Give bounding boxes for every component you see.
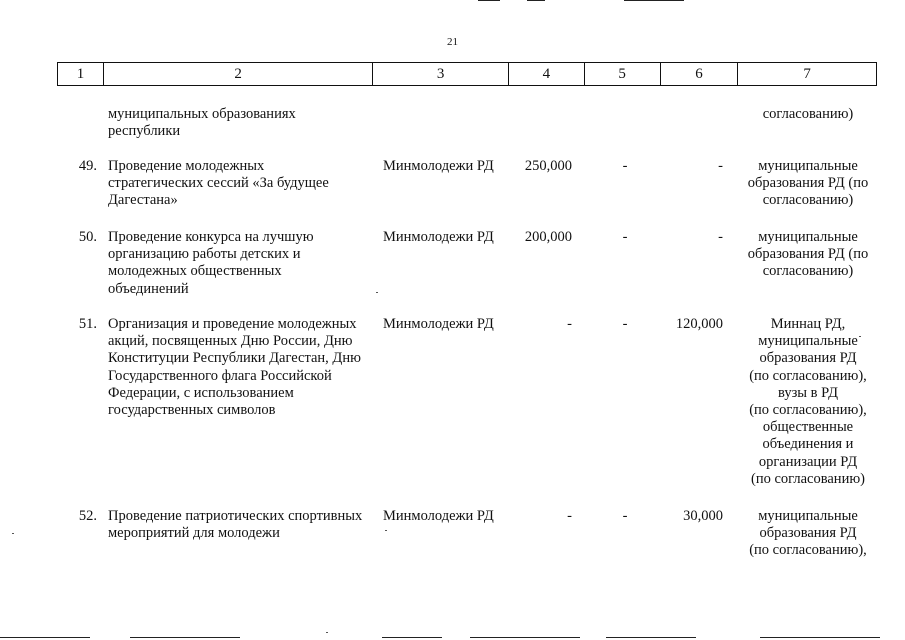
row-description [108, 229, 378, 298]
row-col5-value: - [622, 229, 628, 245]
participants-line: общественные [762, 419, 854, 436]
row-col4-value: 200,000 [524, 229, 572, 245]
description-line: объединений [108, 280, 189, 297]
row-col6-value: - [718, 229, 723, 245]
row-participants [739, 106, 877, 123]
participants-line: (по согласованию), [749, 542, 867, 559]
description-line: молодежных общественных [108, 263, 282, 280]
row-executor: Минмолодежи РД [383, 158, 494, 174]
row-description [108, 508, 378, 542]
row-col5-value: - [622, 508, 628, 524]
header-col-4: 4 [509, 63, 585, 85]
row-col5-value: - [622, 316, 628, 332]
scan-rule [470, 637, 580, 638]
row-col4-value: - [567, 508, 572, 524]
row-description [108, 316, 378, 419]
participants-line: объединения и [762, 436, 854, 453]
description-line: Государственного флага Российской [108, 367, 332, 384]
row-executor: Минмолодежи РД [383, 316, 494, 332]
header-col-5: 5 [585, 63, 661, 85]
row-col4-value: 250,000 [524, 158, 572, 174]
participants-line: муниципальные [758, 158, 858, 174]
scan-speck [376, 292, 378, 293]
participants-line: муниципальные [758, 508, 858, 524]
participants-line: согласованию) [762, 192, 854, 209]
participants-line: согласованию) [762, 106, 854, 122]
description-line: Конституции Республики Дагестан, Дню [108, 350, 361, 367]
description-line: акций, посвященных Дню России, Дню [108, 333, 353, 350]
row-number: 52. [78, 508, 97, 524]
row-executor: Минмолодежи РД [383, 229, 494, 245]
description-line: Проведение конкурса на лучшую [108, 229, 314, 245]
participants-line: вузы в РД [777, 384, 839, 401]
header-col-7: 7 [803, 66, 811, 82]
row-col5-value: - [622, 158, 628, 174]
description-line: государственных символов [108, 402, 276, 419]
header-col-6: 6 [661, 63, 739, 85]
row-col6-value: - [718, 158, 723, 174]
description-line: Федерации, с использованием [108, 384, 294, 401]
row-col6-value: 120,000 [675, 316, 723, 332]
description-line: Проведение патриотических спортивных [108, 508, 363, 524]
scan-rule [0, 637, 90, 638]
description-line: мероприятий для молодежи [108, 525, 280, 542]
scan-rule [760, 637, 880, 638]
row-col4-value: - [567, 316, 572, 332]
header-col-3: 3 [373, 63, 509, 85]
participants-line: образования РД [759, 525, 857, 542]
header-col-1: 1 [58, 63, 104, 85]
row-col6-value: 30,000 [683, 508, 723, 524]
participants-line: образования РД (по [747, 175, 869, 192]
participants-line: (по согласованию), [749, 367, 867, 384]
row-participants [739, 508, 877, 560]
row-executor: Минмолодежи РД [383, 508, 494, 524]
description-line: республики [108, 123, 181, 140]
participants-line: образования РД [759, 350, 857, 367]
participants-line: согласованию) [762, 263, 854, 280]
row-number: 51. [78, 316, 97, 332]
row-number: 49. [78, 158, 97, 174]
description-line: Дагестана» [108, 192, 178, 209]
scan-rule [606, 637, 696, 638]
description-line: муниципальных образованиях [108, 106, 296, 122]
header-col-2: 2 [104, 63, 373, 85]
description-line: Проведение молодежных [108, 158, 265, 174]
row-description [108, 106, 378, 140]
row-participants [739, 316, 877, 488]
scan-speck [326, 632, 328, 633]
row-participants [739, 158, 877, 210]
scan-rule [130, 637, 240, 638]
scan-speck [385, 530, 387, 531]
scan-rule [382, 637, 442, 638]
participants-line: образования РД (по [747, 246, 869, 263]
participants-line: муниципальные [758, 229, 858, 245]
participants-line: (по согласованию) [751, 470, 865, 487]
description-line: организацию работы детских и [108, 246, 301, 263]
description-line: Организация и проведение молодежных [108, 316, 357, 332]
row-number: 50. [78, 229, 97, 245]
row-description [108, 158, 378, 210]
scan-speck [12, 533, 14, 534]
row-participants [739, 229, 877, 281]
participants-line: (по согласованию), [749, 402, 867, 419]
scan-speck [859, 336, 861, 337]
participants-line: муниципальные [758, 333, 858, 350]
description-line: стратегических сессий «За будущее [108, 175, 329, 192]
page-number: 21 [447, 36, 458, 48]
participants-line: организации РД [758, 453, 858, 470]
participants-line: Миннац РД, [770, 316, 846, 332]
